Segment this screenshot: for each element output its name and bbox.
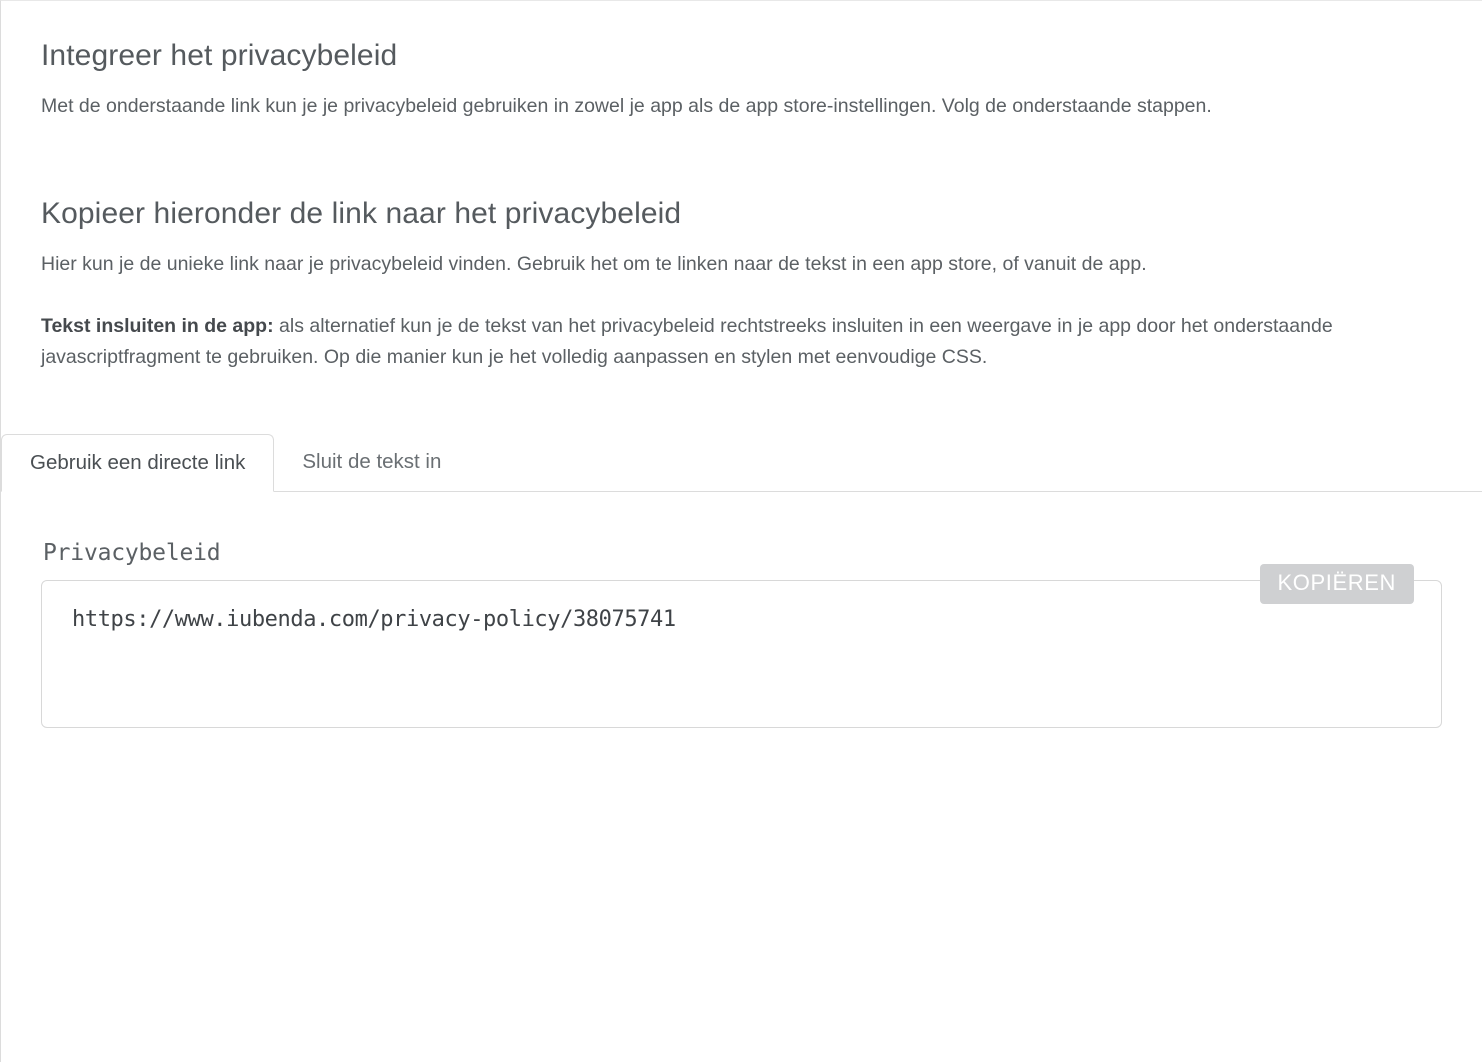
integrate-description: Met de onderstaande link kun je je privacybeleid gebruiken in zowel je app als de app store-instellingen. Volg de onderstaande stappen. — [41, 95, 1212, 117]
privacy-policy-field-label: Privacybeleid — [43, 539, 221, 566]
copy-link-title: Kopieer hieronder de link naar het privacybeleid — [41, 197, 682, 231]
direct-link-panel — [1, 492, 1482, 728]
embed-text-lead: Tekst insluiten in de app: — [41, 315, 274, 338]
embed-text-description — [41, 311, 1416, 371]
page-title: Integreer het privacybeleid — [41, 39, 398, 72]
tab-direct-link-label: Gebruik een directe link — [30, 450, 246, 474]
paragraph-spacer — [41, 289, 1442, 311]
embed-text-rest: als alternatief kun je de tekst van het privacybeleid rechtstreeks insluiten in een weergave in je app door het onderstaande javascriptfragment te gebruiken. Op die manier kun je het volledig aanpassen en stylen met eenvoudige CSS. — [41, 315, 1333, 368]
tab-bar — [1, 434, 1482, 492]
tab-direct-link[interactable] — [1, 434, 274, 492]
copy-link-description: Hier kun je de unieke link naar je privacybeleid vinden. Gebruik het om te linken naar de tekst in een app store, of vanuit de app. — [41, 253, 1147, 276]
url-field-wrapper — [41, 569, 1442, 728]
privacy-policy-url-field[interactable]: https://www.iubenda.com/privacy-policy/38075741 — [41, 580, 1442, 728]
tab-embed-text-label: Sluit de tekst in — [302, 449, 442, 473]
copy-button[interactable]: KOPIËREN — [1260, 564, 1415, 604]
section-spacer — [41, 131, 1442, 187]
tab-embed-text[interactable] — [274, 434, 469, 492]
intro-content — [1, 1, 1482, 372]
